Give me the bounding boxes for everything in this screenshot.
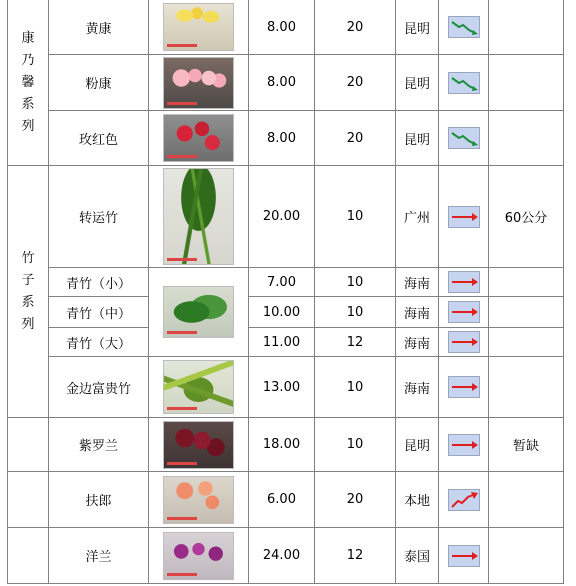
category-char: 子 [21,272,35,288]
trend-cell [439,472,489,528]
price: 8.00 [249,111,315,166]
note [489,0,564,55]
flower-name: 扶郎 [49,472,149,528]
origin: 海南 [396,268,439,297]
table-row [8,357,564,418]
price: 8.00 [249,55,315,111]
quantity: 10 [315,268,396,297]
category-char: 系 [21,294,35,310]
trend-cell [439,111,489,166]
category-char: 康 [21,30,35,46]
photo-cell [149,472,249,528]
flower-photo [163,3,234,51]
quantity: 20 [315,472,396,528]
table-row [8,0,564,55]
photo-cell [149,166,249,268]
flower-name: 粉康 [49,55,149,111]
flower-photo [163,532,234,580]
photo-cell [149,111,249,166]
flower-name: 黄康 [49,0,149,55]
trend-down-icon [448,127,480,149]
quantity: 12 [315,328,396,357]
flower-photo [163,57,234,109]
trend-cell [439,297,489,328]
note [489,472,564,528]
origin: 海南 [396,328,439,357]
flower-name: 转运竹 [49,166,149,268]
photo-cell [149,418,249,472]
note [489,357,564,418]
category-bamboo [8,166,49,418]
trend-cell [439,357,489,418]
trend-flat-icon [448,376,480,398]
origin: 海南 [396,297,439,328]
trend-flat-icon [448,434,480,456]
flower-photo [163,168,234,265]
flower-name: 青竹（小） [49,268,149,297]
table-row [8,472,564,528]
trend-flat-icon [448,545,480,567]
note [489,111,564,166]
quantity: 10 [315,418,396,472]
note: 暂缺 [489,418,564,472]
table-row [8,55,564,111]
price: 24.00 [249,528,315,584]
price: 18.00 [249,418,315,472]
origin: 海南 [396,357,439,418]
trend-cell [439,0,489,55]
price-table [7,0,564,584]
trend-flat-icon [448,331,480,353]
quantity: 10 [315,357,396,418]
price: 13.00 [249,357,315,418]
category-char: 乃 [21,52,35,68]
flower-photo [163,286,234,338]
trend-cell [439,328,489,357]
price: 8.00 [249,0,315,55]
flower-photo [163,476,234,524]
flower-name: 青竹（中） [49,297,149,328]
category-char: 列 [21,316,35,332]
origin: 本地 [396,472,439,528]
quantity: 10 [315,166,396,268]
trend-cell [439,418,489,472]
photo-cell [149,0,249,55]
note [489,528,564,584]
category-empty [8,418,49,472]
table-row [8,328,564,357]
category-char: 馨 [21,74,35,90]
note [489,328,564,357]
price: 11.00 [249,328,315,357]
photo-cell [149,55,249,111]
trend-cell [439,528,489,584]
price: 7.00 [249,268,315,297]
flower-name: 玫红色 [49,111,149,166]
price: 6.00 [249,472,315,528]
trend-flat-icon [448,301,480,323]
quantity: 10 [315,297,396,328]
origin: 广州 [396,166,439,268]
quantity: 20 [315,0,396,55]
note [489,55,564,111]
trend-flat-icon [448,271,480,293]
trend-down-icon [448,16,480,38]
flower-photo [163,360,234,414]
origin: 昆明 [396,111,439,166]
origin: 昆明 [396,418,439,472]
category-char: 竹 [21,250,35,266]
table-row [8,528,564,584]
trend-cell [439,55,489,111]
flower-photo [163,421,234,469]
table-row [8,268,564,297]
note: 60公分 [489,166,564,268]
table-row [8,111,564,166]
table-row [8,166,564,268]
trend-down-icon [448,72,480,94]
trend-cell [439,268,489,297]
flower-name: 洋兰 [49,528,149,584]
quantity: 20 [315,55,396,111]
origin: 昆明 [396,55,439,111]
note [489,297,564,328]
flower-name: 青竹（大） [49,328,149,357]
photo-cell [149,528,249,584]
category-empty [8,528,49,584]
flower-photo [163,114,234,162]
flower-name: 金边富贵竹 [49,357,149,418]
trend-up-icon [448,489,480,511]
category-empty [8,472,49,528]
quantity: 12 [315,528,396,584]
photo-cell [149,357,249,418]
category-char: 列 [21,118,35,134]
price: 20.00 [249,166,315,268]
note [489,268,564,297]
quantity: 20 [315,111,396,166]
flower-name: 紫罗兰 [49,418,149,472]
trend-cell [439,166,489,268]
price: 10.00 [249,297,315,328]
photo-cell [149,268,249,357]
category-carnation [8,0,49,166]
origin: 泰国 [396,528,439,584]
table-row [8,297,564,328]
table-row [8,418,564,472]
origin: 昆明 [396,0,439,55]
category-char: 系 [21,96,35,112]
trend-flat-icon [448,206,480,228]
